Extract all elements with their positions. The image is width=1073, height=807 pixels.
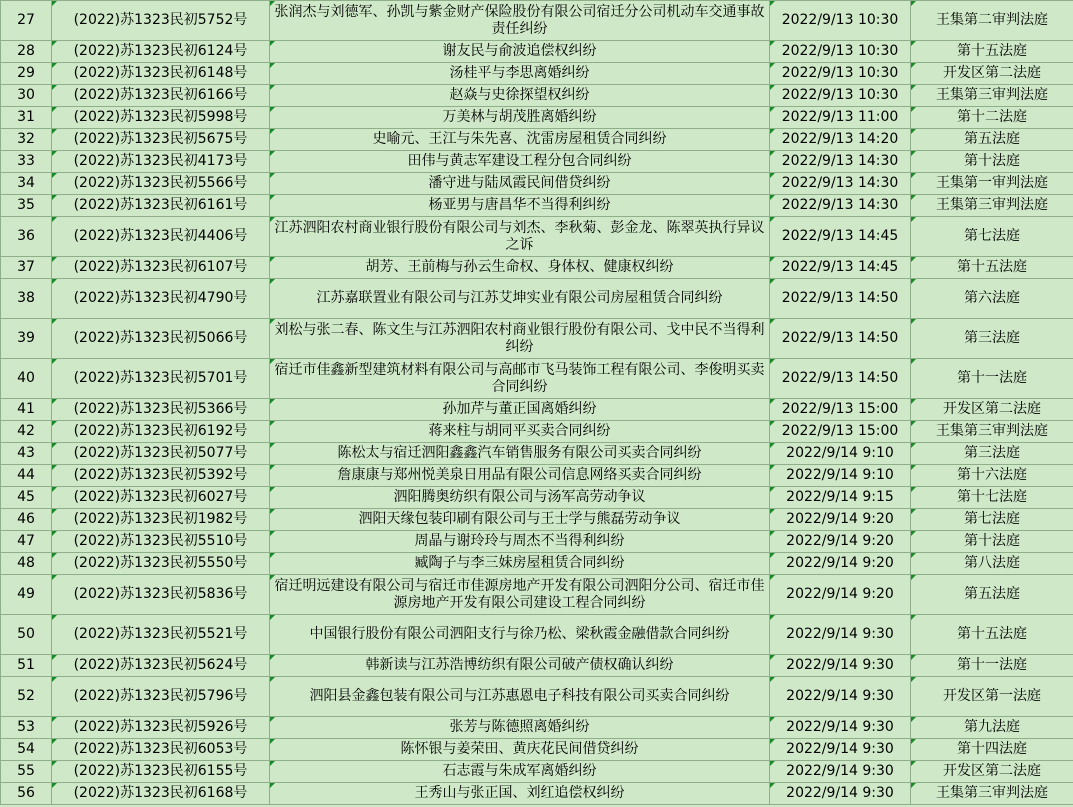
courtroom-cell[interactable]: 第十四法庭 (911, 739, 1073, 761)
table-row (1, 41, 1073, 63)
table-row (1, 421, 1073, 443)
case-number-cell[interactable]: (2022)苏1323民初5701号 (52, 359, 270, 399)
case-title-cell[interactable]: 史喻元、王江与朱先喜、沈雷房屋租赁合同纠纷 (270, 129, 770, 151)
courtroom-cell[interactable]: 第十五法庭 (911, 615, 1073, 655)
row-number-cell[interactable]: 55 (1, 761, 52, 783)
row-number-cell[interactable]: 39 (1, 319, 52, 359)
case-title-cell[interactable]: 胡芳、王前梅与孙云生命权、身体权、健康权纠纷 (270, 257, 770, 279)
table-row (1, 107, 1073, 129)
table-row (1, 783, 1073, 805)
row-number-cell[interactable]: 31 (1, 107, 52, 129)
row-number-cell[interactable]: 46 (1, 509, 52, 531)
hearing-time-cell[interactable]: 2022/9/13 14:50 (770, 359, 911, 399)
row-number-cell[interactable]: 36 (1, 217, 52, 257)
case-number-cell[interactable]: (2022)苏1323民初5796号 (52, 677, 270, 717)
case-number-cell[interactable]: (2022)苏1323民初5392号 (52, 465, 270, 487)
hearing-time-cell[interactable]: 2022/9/14 9:30 (770, 761, 911, 783)
hearing-time-cell[interactable]: 2022/9/14 9:15 (770, 487, 911, 509)
table-row (1, 509, 1073, 531)
courtroom-cell[interactable]: 第十法庭 (911, 531, 1073, 553)
case-number-cell[interactable]: (2022)苏1323民初5675号 (52, 129, 270, 151)
hearing-time-cell[interactable]: 2022/9/14 9:20 (770, 553, 911, 575)
row-number-cell[interactable]: 42 (1, 421, 52, 443)
courtroom-cell[interactable]: 第三法庭 (911, 319, 1073, 359)
courtroom-cell[interactable]: 第十五法庭 (911, 257, 1073, 279)
row-number-cell[interactable]: 27 (1, 1, 52, 41)
hearing-time-cell[interactable]: 2022/9/13 11:00 (770, 107, 911, 129)
courtroom-cell[interactable]: 第十一法庭 (911, 655, 1073, 677)
row-number-cell[interactable]: 49 (1, 575, 52, 615)
row-number-cell[interactable]: 53 (1, 717, 52, 739)
table-row (1, 739, 1073, 761)
row-number-cell[interactable]: 50 (1, 615, 52, 655)
table-row (1, 399, 1073, 421)
courtroom-cell[interactable]: 第十二法庭 (911, 107, 1073, 129)
case-title-cell[interactable]: 刘松与张二春、陈文生与江苏泗阳农村商业银行股份有限公司、戈中民不当得利纠纷 (270, 319, 770, 359)
case-title-cell[interactable]: 万美林与胡茂胜离婚纠纷 (270, 107, 770, 129)
hearing-time-cell[interactable]: 2022/9/13 14:45 (770, 217, 911, 257)
row-number-cell[interactable]: 54 (1, 739, 52, 761)
courtroom-cell[interactable]: 王集第二审判法庭 (911, 1, 1073, 41)
hearing-time-cell[interactable]: 2022/9/13 14:30 (770, 195, 911, 217)
hearing-time-cell[interactable]: 2022/9/14 9:20 (770, 509, 911, 531)
table-row (1, 443, 1073, 465)
case-title-cell[interactable]: 江苏嘉联置业有限公司与江苏艾坤实业有限公司房屋租赁合同纠纷 (270, 279, 770, 319)
case-title-cell[interactable]: 宿迁明远建设有限公司与宿迁市佳源房地产开发有限公司泗阳分公司、宿迁市佳源房地产开发有限公司建设工程合同纠纷 (270, 575, 770, 615)
hearing-time-cell[interactable]: 2022/9/13 14:20 (770, 129, 911, 151)
hearing-time-cell[interactable]: 2022/9/14 9:30 (770, 677, 911, 717)
spreadsheet-body (1, 1, 1073, 805)
row-number-cell[interactable]: 41 (1, 399, 52, 421)
courtroom-cell[interactable]: 王集第三审判法庭 (911, 421, 1073, 443)
table-row (1, 487, 1073, 509)
case-title-cell[interactable]: 张芳与陈德照离婚纠纷 (270, 717, 770, 739)
case-number-cell[interactable]: (2022)苏1323民初5510号 (52, 531, 270, 553)
hearing-time-cell[interactable]: 2022/9/14 9:30 (770, 655, 911, 677)
case-title-cell[interactable]: 周晶与谢玲玲与周杰不当得利纠纷 (270, 531, 770, 553)
courtroom-cell[interactable]: 王集第一审判法庭 (911, 173, 1073, 195)
case-title-cell[interactable]: 陈怀银与姜荣田、黄庆花民间借贷纠纷 (270, 739, 770, 761)
courtroom-cell[interactable]: 第五法庭 (911, 129, 1073, 151)
courtroom-cell[interactable]: 开发区第二法庭 (911, 63, 1073, 85)
table-row (1, 173, 1073, 195)
table-row (1, 151, 1073, 173)
table-row (1, 1, 1073, 41)
case-title-cell[interactable]: 中国银行股份有限公司泗阳支行与徐乃松、梁秋霞金融借款合同纠纷 (270, 615, 770, 655)
table-row (1, 359, 1073, 399)
row-number-cell[interactable]: 47 (1, 531, 52, 553)
hearing-time-cell[interactable]: 2022/9/13 14:30 (770, 173, 911, 195)
table-row (1, 257, 1073, 279)
hearing-time-cell[interactable]: 2022/9/13 15:00 (770, 399, 911, 421)
case-title-cell[interactable]: 杨亚男与唐昌华不当得利纠纷 (270, 195, 770, 217)
hearing-time-cell[interactable]: 2022/9/14 9:30 (770, 615, 911, 655)
case-title-cell[interactable]: 张润杰与刘德军、孙凯与紫金财产保险股份有限公司宿迁分公司机动车交通事故责任纠纷 (270, 1, 770, 41)
hearing-time-cell[interactable]: 2022/9/14 9:10 (770, 443, 911, 465)
row-number-cell[interactable]: 48 (1, 553, 52, 575)
row-number-cell[interactable]: 30 (1, 85, 52, 107)
table-row (1, 217, 1073, 257)
case-number-cell[interactable]: (2022)苏1323民初6148号 (52, 63, 270, 85)
table-row (1, 531, 1073, 553)
table-row (1, 717, 1073, 739)
case-title-cell[interactable]: 石志霞与朱成军离婚纠纷 (270, 761, 770, 783)
row-number-cell[interactable]: 38 (1, 279, 52, 319)
courtroom-cell[interactable]: 第三法庭 (911, 443, 1073, 465)
case-title-cell[interactable]: 泗阳县金鑫包装有限公司与江苏惠恩电子科技有限公司买卖合同纠纷 (270, 677, 770, 717)
case-number-cell[interactable]: (2022)苏1323民初5066号 (52, 319, 270, 359)
case-title-cell[interactable]: 宿迁市佳鑫新型建筑材料有限公司与高邮市飞马装饰工程有限公司、李俊明买卖合同纠纷 (270, 359, 770, 399)
case-title-cell[interactable]: 潘守进与陆凤霞民间借贷纠纷 (270, 173, 770, 195)
row-number-cell[interactable]: 28 (1, 41, 52, 63)
case-title-cell[interactable]: 蒋来柱与胡同平买卖合同纠纷 (270, 421, 770, 443)
row-number-cell[interactable]: 35 (1, 195, 52, 217)
table-row (1, 655, 1073, 677)
courtroom-cell[interactable]: 第五法庭 (911, 575, 1073, 615)
case-number-cell[interactable]: (2022)苏1323民初4790号 (52, 279, 270, 319)
courtroom-cell[interactable]: 第八法庭 (911, 553, 1073, 575)
courtroom-cell[interactable]: 第十七法庭 (911, 487, 1073, 509)
case-title-cell[interactable]: 詹康康与郑州悦美泉日用品有限公司信息网络买卖合同纠纷 (270, 465, 770, 487)
hearing-time-cell[interactable]: 2022/9/14 9:30 (770, 717, 911, 739)
row-number-cell[interactable]: 45 (1, 487, 52, 509)
case-number-cell[interactable]: (2022)苏1323民初6124号 (52, 41, 270, 63)
row-number-cell[interactable]: 43 (1, 443, 52, 465)
courtroom-cell[interactable]: 开发区第二法庭 (911, 761, 1073, 783)
courtroom-cell[interactable]: 第十六法庭 (911, 465, 1073, 487)
table-row (1, 575, 1073, 615)
hearing-time-cell[interactable]: 2022/9/13 10:30 (770, 41, 911, 63)
case-title-cell[interactable]: 王秀山与张正国、刘红追偿权纠纷 (270, 783, 770, 805)
case-number-cell[interactable]: (2022)苏1323民初5836号 (52, 575, 270, 615)
row-number-cell[interactable]: 44 (1, 465, 52, 487)
case-title-cell[interactable]: 孙加芹与董正国离婚纠纷 (270, 399, 770, 421)
case-number-cell[interactable]: (2022)苏1323民初5624号 (52, 655, 270, 677)
case-number-cell[interactable]: (2022)苏1323民初6053号 (52, 739, 270, 761)
table-row (1, 319, 1073, 359)
case-number-cell[interactable]: (2022)苏1323民初6155号 (52, 761, 270, 783)
table-row (1, 63, 1073, 85)
case-number-cell[interactable]: (2022)苏1323民初6166号 (52, 85, 270, 107)
case-number-cell[interactable]: (2022)苏1323民初1982号 (52, 509, 270, 531)
courtroom-cell[interactable]: 第十一法庭 (911, 359, 1073, 399)
hearing-time-cell[interactable]: 2022/9/14 9:30 (770, 739, 911, 761)
case-number-cell[interactable]: (2022)苏1323民初5521号 (52, 615, 270, 655)
hearing-time-cell[interactable]: 2022/9/13 10:30 (770, 1, 911, 41)
case-title-cell[interactable]: 泗阳天缘包装印刷有限公司与王士学与熊磊劳动争议 (270, 509, 770, 531)
table-row (1, 615, 1073, 655)
table-row (1, 195, 1073, 217)
case-title-cell[interactable]: 韩新读与江苏浩博纺织有限公司破产债权确认纠纷 (270, 655, 770, 677)
case-number-cell[interactable]: (2022)苏1323民初6192号 (52, 421, 270, 443)
case-number-cell[interactable]: (2022)苏1323民初6027号 (52, 487, 270, 509)
case-title-cell[interactable]: 臧陶子与李三妹房屋租赁合同纠纷 (270, 553, 770, 575)
table-row (1, 465, 1073, 487)
table-row (1, 677, 1073, 717)
case-number-cell[interactable]: (2022)苏1323民初6161号 (52, 195, 270, 217)
case-number-cell[interactable]: (2022)苏1323民初4173号 (52, 151, 270, 173)
hearing-time-cell[interactable]: 2022/9/14 9:20 (770, 531, 911, 553)
case-number-cell[interactable]: (2022)苏1323民初5366号 (52, 399, 270, 421)
courtroom-cell[interactable]: 开发区第一法庭 (911, 677, 1073, 717)
table-row (1, 279, 1073, 319)
courtroom-cell[interactable]: 第七法庭 (911, 217, 1073, 257)
hearing-time-cell[interactable]: 2022/9/13 14:50 (770, 319, 911, 359)
case-title-cell[interactable]: 泗阳腾奥纺织有限公司与汤军高劳动争议 (270, 487, 770, 509)
case-number-cell[interactable]: (2022)苏1323民初5752号 (52, 1, 270, 41)
row-number-cell[interactable]: 52 (1, 677, 52, 717)
row-number-cell[interactable]: 29 (1, 63, 52, 85)
hearing-time-cell[interactable]: 2022/9/14 9:20 (770, 575, 911, 615)
case-number-cell[interactable]: (2022)苏1323民初5550号 (52, 553, 270, 575)
hearing-time-cell[interactable]: 2022/9/14 9:10 (770, 465, 911, 487)
courtroom-cell[interactable]: 开发区第二法庭 (911, 399, 1073, 421)
courtroom-cell[interactable]: 第六法庭 (911, 279, 1073, 319)
row-number-cell[interactable]: 40 (1, 359, 52, 399)
table-row (1, 129, 1073, 151)
hearing-time-cell[interactable]: 2022/9/14 9:30 (770, 783, 911, 805)
courtroom-cell[interactable]: 第十五法庭 (911, 41, 1073, 63)
hearing-time-cell[interactable]: 2022/9/13 10:30 (770, 85, 911, 107)
case-title-cell[interactable]: 赵焱与史徐探望权纠纷 (270, 85, 770, 107)
case-title-cell[interactable]: 谢友民与俞波追偿权纠纷 (270, 41, 770, 63)
courtroom-cell[interactable]: 王集第三审判法庭 (911, 783, 1073, 805)
hearing-time-cell[interactable]: 2022/9/13 10:30 (770, 63, 911, 85)
case-number-cell[interactable]: (2022)苏1323民初5566号 (52, 173, 270, 195)
row-number-cell[interactable]: 51 (1, 655, 52, 677)
table-row (1, 553, 1073, 575)
hearing-time-cell[interactable]: 2022/9/13 15:00 (770, 421, 911, 443)
courtroom-cell[interactable]: 第九法庭 (911, 717, 1073, 739)
hearing-time-cell[interactable]: 2022/9/13 14:30 (770, 151, 911, 173)
case-number-cell[interactable]: (2022)苏1323民初5926号 (52, 717, 270, 739)
case-number-cell[interactable]: (2022)苏1323民初4406号 (52, 217, 270, 257)
courtroom-cell[interactable]: 第七法庭 (911, 509, 1073, 531)
courtroom-cell[interactable]: 第十法庭 (911, 151, 1073, 173)
row-number-cell[interactable]: 34 (1, 173, 52, 195)
case-number-cell[interactable]: (2022)苏1323民初5998号 (52, 107, 270, 129)
row-number-cell[interactable]: 56 (1, 783, 52, 805)
case-title-cell[interactable]: 汤桂平与李思离婚纠纷 (270, 63, 770, 85)
case-number-cell[interactable]: (2022)苏1323民初5077号 (52, 443, 270, 465)
courtroom-cell[interactable]: 王集第三审判法庭 (911, 85, 1073, 107)
case-number-cell[interactable]: (2022)苏1323民初6107号 (52, 257, 270, 279)
row-number-cell[interactable]: 37 (1, 257, 52, 279)
case-title-cell[interactable]: 田伟与黄志军建设工程分包合同纠纷 (270, 151, 770, 173)
case-title-cell[interactable]: 江苏泗阳农村商业银行股份有限公司与刘杰、李秋菊、彭金龙、陈翠英执行异议之诉 (270, 217, 770, 257)
courtroom-cell[interactable]: 王集第三审判法庭 (911, 195, 1073, 217)
hearing-time-cell[interactable]: 2022/9/13 14:50 (770, 279, 911, 319)
table-row (1, 85, 1073, 107)
case-number-cell[interactable]: (2022)苏1323民初6168号 (52, 783, 270, 805)
row-number-cell[interactable]: 32 (1, 129, 52, 151)
table-row (1, 761, 1073, 783)
case-title-cell[interactable]: 陈松太与宿迁泗阳鑫鑫汽车销售服务有限公司买卖合同纠纷 (270, 443, 770, 465)
row-number-cell[interactable]: 33 (1, 151, 52, 173)
hearing-time-cell[interactable]: 2022/9/13 14:45 (770, 257, 911, 279)
